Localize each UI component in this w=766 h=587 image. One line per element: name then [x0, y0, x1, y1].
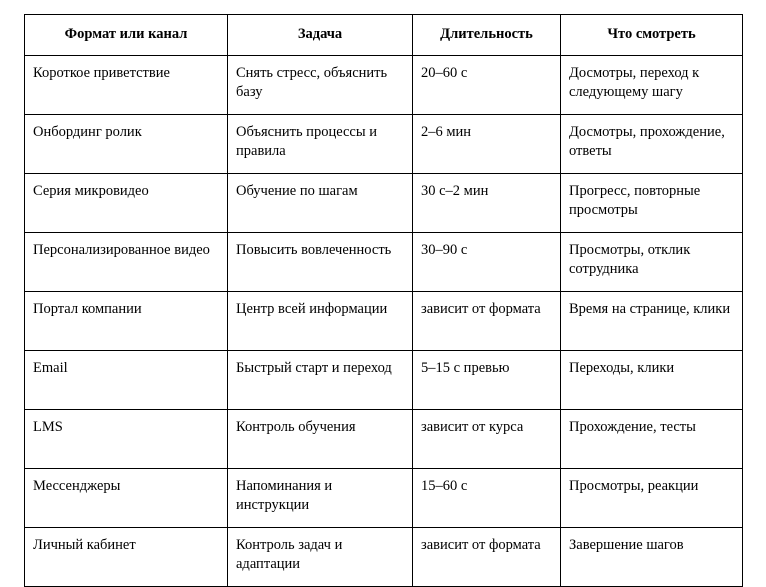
cell-metrics: Прогресс, повторные просмотры: [561, 174, 743, 233]
header-format-channel: Формат или канал: [25, 15, 228, 56]
cell-format: Мессенджеры: [25, 469, 228, 528]
cell-duration: 15–60 с: [413, 469, 561, 528]
cell-duration: 30 с–2 мин: [413, 174, 561, 233]
cell-task: Снять стресс, объяснить базу: [228, 56, 413, 115]
cell-format: LMS: [25, 410, 228, 469]
cell-format: Серия микровидео: [25, 174, 228, 233]
table-row: [25, 233, 743, 292]
comparison-table: [24, 14, 743, 587]
cell-metrics: Досмотры, прохождение, ответы: [561, 115, 743, 174]
cell-task: Контроль задач и адаптации: [228, 528, 413, 587]
cell-metrics: Время на странице, клики: [561, 292, 743, 351]
cell-duration: 20–60 с: [413, 56, 561, 115]
cell-task: Повысить вовлеченность: [228, 233, 413, 292]
table-row: [25, 410, 743, 469]
cell-duration: зависит от формата: [413, 528, 561, 587]
cell-format: Email: [25, 351, 228, 410]
header-task: Задача: [228, 15, 413, 56]
cell-metrics: Просмотры, реакции: [561, 469, 743, 528]
cell-duration: 2–6 мин: [413, 115, 561, 174]
table-row: [25, 351, 743, 410]
cell-duration: 30–90 с: [413, 233, 561, 292]
table-header-row: [25, 15, 743, 56]
cell-duration: зависит от формата: [413, 292, 561, 351]
cell-metrics: Прохождение, тесты: [561, 410, 743, 469]
cell-metrics: Завершение шагов: [561, 528, 743, 587]
cell-format: Личный кабинет: [25, 528, 228, 587]
cell-task: Контроль обучения: [228, 410, 413, 469]
cell-duration: 5–15 с превью: [413, 351, 561, 410]
table-row: [25, 528, 743, 587]
cell-task: Обучение по шагам: [228, 174, 413, 233]
cell-task: Напоминания и инструкции: [228, 469, 413, 528]
cell-format: Онбординг ролик: [25, 115, 228, 174]
cell-metrics: Переходы, клики: [561, 351, 743, 410]
cell-task: Быстрый старт и переход: [228, 351, 413, 410]
cell-task: Центр всей информации: [228, 292, 413, 351]
cell-task: Объяснить процессы и правила: [228, 115, 413, 174]
cell-duration: зависит от курса: [413, 410, 561, 469]
cell-metrics: Просмотры, отклик сотрудника: [561, 233, 743, 292]
cell-format: Портал компании: [25, 292, 228, 351]
table-row: [25, 469, 743, 528]
header-duration: Длительность: [413, 15, 561, 56]
cell-format: Короткое приветствие: [25, 56, 228, 115]
table-row: [25, 292, 743, 351]
table-row: [25, 115, 743, 174]
cell-format: Персонализированное видео: [25, 233, 228, 292]
table-row: [25, 56, 743, 115]
table-row: [25, 174, 743, 233]
header-what-to-watch: Что смотреть: [561, 15, 743, 56]
cell-metrics: Досмотры, переход к следующему шагу: [561, 56, 743, 115]
